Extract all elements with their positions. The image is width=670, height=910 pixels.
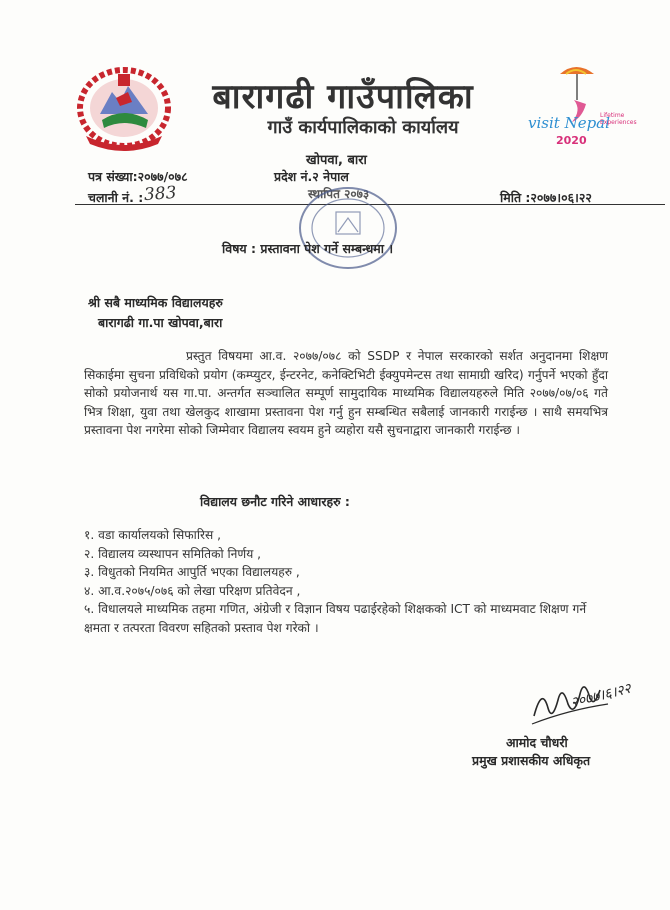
official-stamp — [292, 182, 404, 274]
visit-nepal-umbrella-icon — [526, 60, 651, 152]
municipality-title: बारागढी गाउँपालिका — [212, 77, 474, 117]
province-label: प्रदेश नं.२ नेपाल — [274, 169, 349, 184]
letter-subject: विषय : प्रस्तावना पेश गर्ने सम्बन्धमा । — [222, 241, 394, 256]
chalani-label: चलानी नं. : — [88, 190, 144, 205]
visit-logo-tagline: Lifetime Experiences — [600, 112, 637, 126]
office-address: खोपवा, बारा — [306, 153, 367, 168]
signature-block — [528, 664, 658, 734]
criteria-item: २. विद्यालय व्यस्थापन समितिको निर्णय , — [84, 546, 262, 561]
criteria-heading: विद्यालय छनौट गरिने आधारहरु : — [200, 494, 350, 509]
addressee-line-2: बारागढी गा.पा खोपवा,बारा — [98, 315, 223, 330]
signer-name: आमोद चौधरी — [506, 735, 568, 750]
letter-date: मिति :२०७७।०६।२२ — [500, 190, 592, 205]
established-year: स्थापित २०७३ — [308, 187, 370, 201]
letter-body-text: प्रस्तुत विषयमा आ.व. २०७७/०७८ को SSDP र नेपाल सरकारको सर्शत अनुदानमा शिक्षण सिकाईमा सुचना प्रविधिको प्रयोग (कम्प्युटर, ईन्टरनेट, कनेक्टिभिटी ईक्युपमेन्टस तथा सामाग्री खरिद) गर्नुपर्ने भएको हुँदा सोको प्रयोजनार्थ यस गा.पा. अन्तर्गत सञ्चालित सम्पूर्ण सामुदायिक माध्यमिक विद्यालयहरुले मिति २०७७/०७/०६ गते भित्र शिक्षा, युवा तथा खेलकुद शाखामा प्रस्तावना पेश गर्नु हुन सम्बन्धित सबैलाई जानकारी गराईन्छ । साथै समयभित्र प्रस्तावना पेश नगरेमा सोको जिम्मेवार विद्यालय स्वयम हुने व्यहोरा यसै सुचनाद्वारा जानकारी गराईन्छ । — [84, 349, 608, 438]
signer-title: प्रमुख प्रशासकीय अधिकृत — [472, 753, 591, 768]
criteria-list — [84, 526, 612, 638]
office-subtitle: गाउँ कार्यपालिकाको कार्यालय — [267, 117, 459, 138]
criteria-item: ४. आ.व.२०७५/०७६ को लेखा परिक्षण प्रतिवेदन , — [84, 583, 301, 598]
criteria-item: १. वडा कार्यालयको सिफारिस , — [84, 528, 221, 542]
signature-date: २०७७।६।२२ — [569, 680, 633, 712]
visit-logo-year: 2020 — [556, 134, 587, 147]
criteria-item: ३. विधुतको नियमित आपुर्ति भएका विद्यालयहरु , — [84, 565, 300, 580]
letter-body — [84, 347, 608, 440]
chalani-handwritten-number: 383 — [143, 182, 178, 206]
addressee-line-1: श्री सबै माध्यमिक विद्यालयहरु — [88, 295, 223, 310]
criteria-item: ५. विधालयले माध्यमिक तहमा गणित, अंग्रेजी र विज्ञान विषय पढाईरहेको शिक्षकको ICT को माध्यमवाट शिक्षण गर्ने क्षमता र तत्परता विवरण सहितको प्रस्ताव पेश गरेको । — [84, 602, 587, 635]
visit-logo-text: visit Nepal — [528, 114, 610, 132]
visit-nepal-logo — [526, 60, 651, 152]
reference-number: पत्र संख्या:२०७७/०७८ — [88, 169, 188, 184]
